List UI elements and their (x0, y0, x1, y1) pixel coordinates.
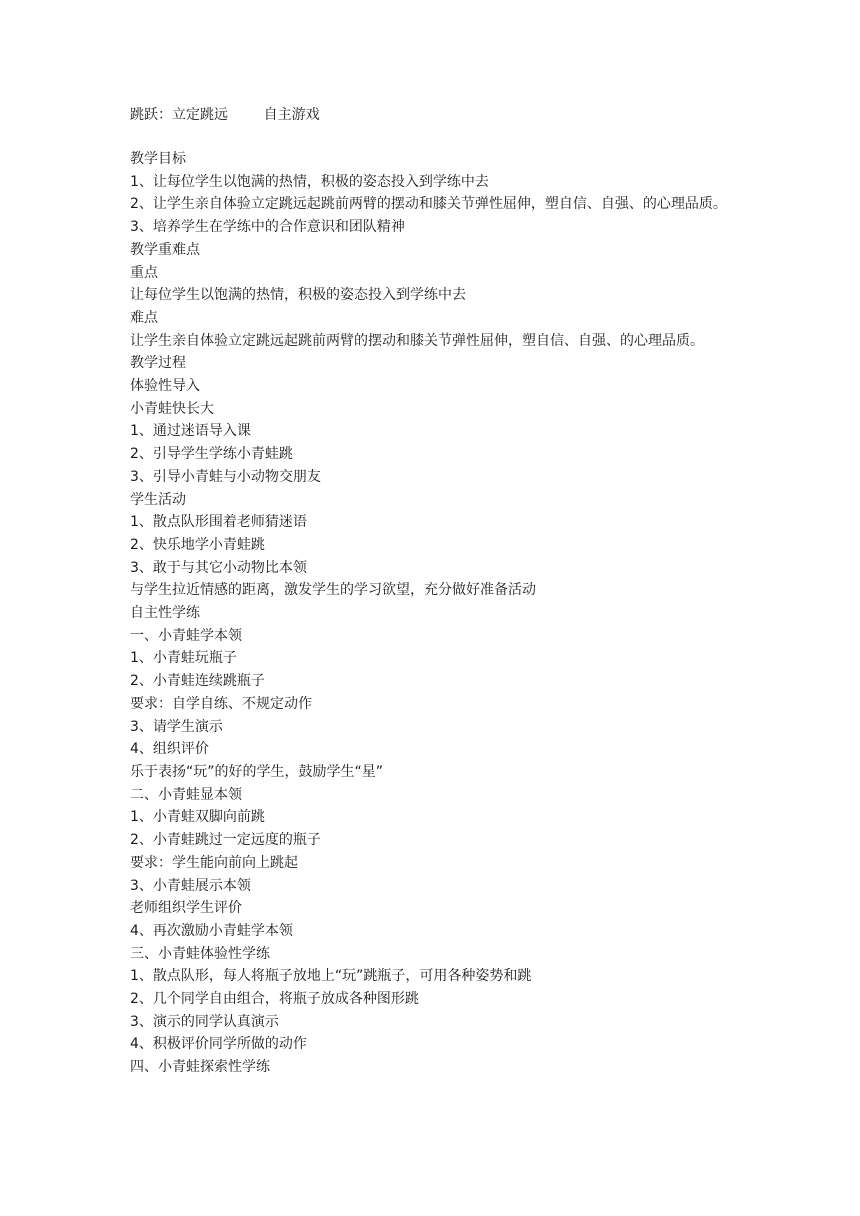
subheading-difficult-point: 难点 (130, 309, 158, 326)
list-item: 1、散点队形，每人将瓶子放地上“玩”跳瓶子，可用各种姿势和跳 (130, 968, 532, 985)
list-item: 2、引导学生学练小青蛙跳 (130, 446, 293, 463)
list-item: 4、组织评价 (130, 741, 209, 758)
goal-item-3: 3、培养学生在学练中的合作意识和团队精神 (130, 219, 405, 236)
goal-item-2: 2、让学生亲自体验立定跳远起跳前两臂的摆动和膝关节弹性屈伸，塑自信、自强、的心理品质。 (130, 196, 727, 213)
subsection-heading: 四、小青蛙探索性学练 (130, 1059, 270, 1076)
section-student-activities: 学生活动 (130, 491, 186, 508)
requirement-text: 要求：学生能向前向上跳起 (130, 854, 298, 871)
section-experiential-intro: 体验性导入 (130, 378, 200, 395)
section-self-directed-practice: 自主性学练 (130, 605, 200, 622)
paragraph-text: 老师组织学生评价 (130, 900, 242, 917)
document-body (130, 104, 740, 1079)
subsection-heading: 一、小青蛙学本领 (130, 627, 242, 644)
goal-item-1: 1、让每位学生以饱满的热情，积极的姿态投入到学练中去 (130, 173, 489, 190)
subsection-heading: 三、小青蛙体验性学练 (130, 945, 270, 962)
list-item: 2、小青蛙跳过一定远度的瓶子 (130, 832, 321, 849)
list-item: 3、请学生演示 (130, 718, 223, 735)
list-item: 1、通过迷语导入课 (130, 423, 251, 440)
subsection-heading: 二、小青蛙显本领 (130, 786, 242, 803)
subheading-key-point: 重点 (130, 264, 158, 281)
list-item: 4、积极评价同学所做的动作 (130, 1036, 307, 1053)
document-title: 跳跃：立定跳远 自主游戏 (130, 107, 320, 123)
list-item: 3、引导小青蛙与小动物交朋友 (130, 468, 321, 485)
list-item: 1、小青蛙双脚向前跳 (130, 809, 265, 826)
paragraph-text: 乐于表扬“玩”的好的学生，鼓励学生“星” (130, 763, 384, 780)
requirement-text: 要求：自学自练、不规定动作 (130, 695, 312, 712)
difficult-point-text: 让学生亲自体验立定跳远起跳前两臂的摆动和膝关节弹性屈伸，塑自信、自强、的心理品质。 (130, 332, 704, 349)
list-item: 3、演示的同学认真演示 (130, 1013, 279, 1030)
heading-teaching-goals: 教学目标 (130, 151, 186, 167)
list-item: 4、再次激励小青蛙学本领 (130, 922, 293, 939)
heading-teaching-process: 教学过程 (130, 355, 186, 372)
list-item: 2、快乐地学小青蛙跳 (130, 536, 265, 553)
paragraph-text: 与学生拉近情感的距离，激发学生的学习欲望，充分做好准备活动 (130, 582, 536, 599)
key-point-text: 让每位学生以饱满的热情，积极的姿态投入到学练中去 (130, 287, 466, 304)
list-item: 3、小青蛙展示本领 (130, 877, 251, 894)
heading-key-difficult-points: 教学重难点 (130, 241, 200, 258)
list-item: 3、敢于与其它小动物比本领 (130, 559, 307, 576)
list-item: 2、几个同学自由组合，将瓶子放成各种图形跳 (130, 991, 419, 1008)
list-item: 2、小青蛙连续跳瓶子 (130, 673, 265, 690)
section-frog-grows: 小青蛙快长大 (130, 400, 214, 417)
list-item: 1、小青蛙玩瓶子 (130, 650, 237, 667)
list-item: 1、散点队形围着老师猜迷语 (130, 514, 307, 531)
